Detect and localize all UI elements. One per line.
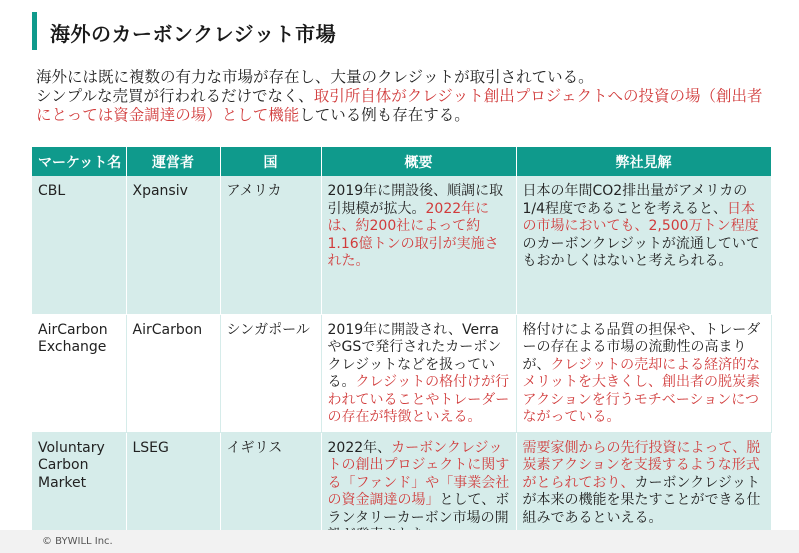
cell-operator: LSEG — [126, 432, 220, 552]
view-highlight: 日本の市場においても、2,500万トン程度 — [522, 200, 759, 234]
header-country: 国 — [220, 147, 321, 176]
page-title: 海外のカーボンクレジット市場 — [50, 22, 337, 46]
view-highlight: クレジットの売却による経済的なメリットを大きくし、創出者の脱炭素アクションを行うモチベーションにつながっている。 — [522, 356, 761, 425]
market-table — [32, 147, 772, 553]
overview-text: 2019年に開設され、VerraやGSで発行されたカーボンクレジットなどを扱っている。 — [327, 321, 502, 390]
table-row — [32, 314, 771, 432]
view-text: カーボンクレジットが本来の機能を果たすことができる仕組みであるといえる。 — [522, 474, 761, 526]
overview-text: 2019年に開設後、順調に取引規模が拡大。 — [327, 183, 504, 217]
copyright: © BYWILL Inc. — [42, 536, 113, 547]
overview-highlight: クレジットの格付けが行われていることやトレーダーの存在が特徴といえる。 — [327, 374, 510, 425]
cell-country: シンガポール — [220, 314, 321, 432]
header-market: マーケット名 — [32, 147, 126, 176]
cell-overview — [321, 314, 516, 432]
cell-market: Voluntary Carbon Market — [32, 432, 126, 552]
cell-market: AirCarbon Exchange — [32, 314, 126, 432]
cell-overview — [321, 176, 516, 314]
overview-text: 2022年、 — [327, 439, 392, 456]
header-overview: 概要 — [321, 147, 516, 176]
view-text: 日本の年間CO2排出量がアメリカの1/4程度であることを考えると、 — [522, 183, 748, 217]
cell-country: イギリス — [220, 432, 321, 552]
cell-view — [516, 176, 771, 314]
table-row — [32, 176, 771, 314]
intro-text: シンプルな売買が行われるだけでなく、 — [36, 87, 314, 105]
table-header-row — [32, 147, 771, 176]
view-text: 格付けによる品質の担保や、トレーダーの存在よる市場の流動性の高まりが、 — [522, 321, 761, 373]
intro-line-1: 海外には既に複数の有力な市場が存在し、大量のクレジットが取引されている。 — [36, 68, 594, 86]
intro-text: している例も存在する。 — [299, 106, 470, 124]
footer — [0, 530, 799, 553]
cell-operator: Xpansiv — [126, 176, 220, 314]
cell-country: アメリカ — [220, 176, 321, 314]
view-highlight: 需要家側からの先行投資によって、脱炭素アクションを支援するような形式がとられており、 — [522, 439, 761, 491]
cell-operator: AirCarbon — [126, 314, 220, 432]
overview-highlight: カーボンクレジットの創出プロジェクトに関する「ファンド」や「事業会社の資金調達の場」 — [327, 439, 510, 508]
title-bar — [0, 8, 799, 54]
intro-line-2 — [36, 87, 776, 125]
intro-paragraph — [36, 68, 776, 125]
cell-market: CBL — [32, 176, 126, 314]
header-operator: 運営者 — [126, 147, 220, 176]
intro-highlight: 取引所自体がクレジット創出プロジェクトへの投資の場（創出者にとっては資金調達の場）として機能 — [36, 87, 763, 124]
header-view: 弊社見解 — [516, 147, 771, 176]
title-accent-bar — [32, 12, 37, 50]
view-text: のカーボンクレジットが流通していてもおかしくはないと考えられる。 — [522, 235, 760, 269]
cell-view — [516, 314, 771, 432]
overview-highlight: 2022年には、約200社によって約1.16億トンの取引が実施された。 — [327, 200, 499, 269]
overview-text: として、ボランタリーカーボン市場の開 — [327, 492, 510, 526]
